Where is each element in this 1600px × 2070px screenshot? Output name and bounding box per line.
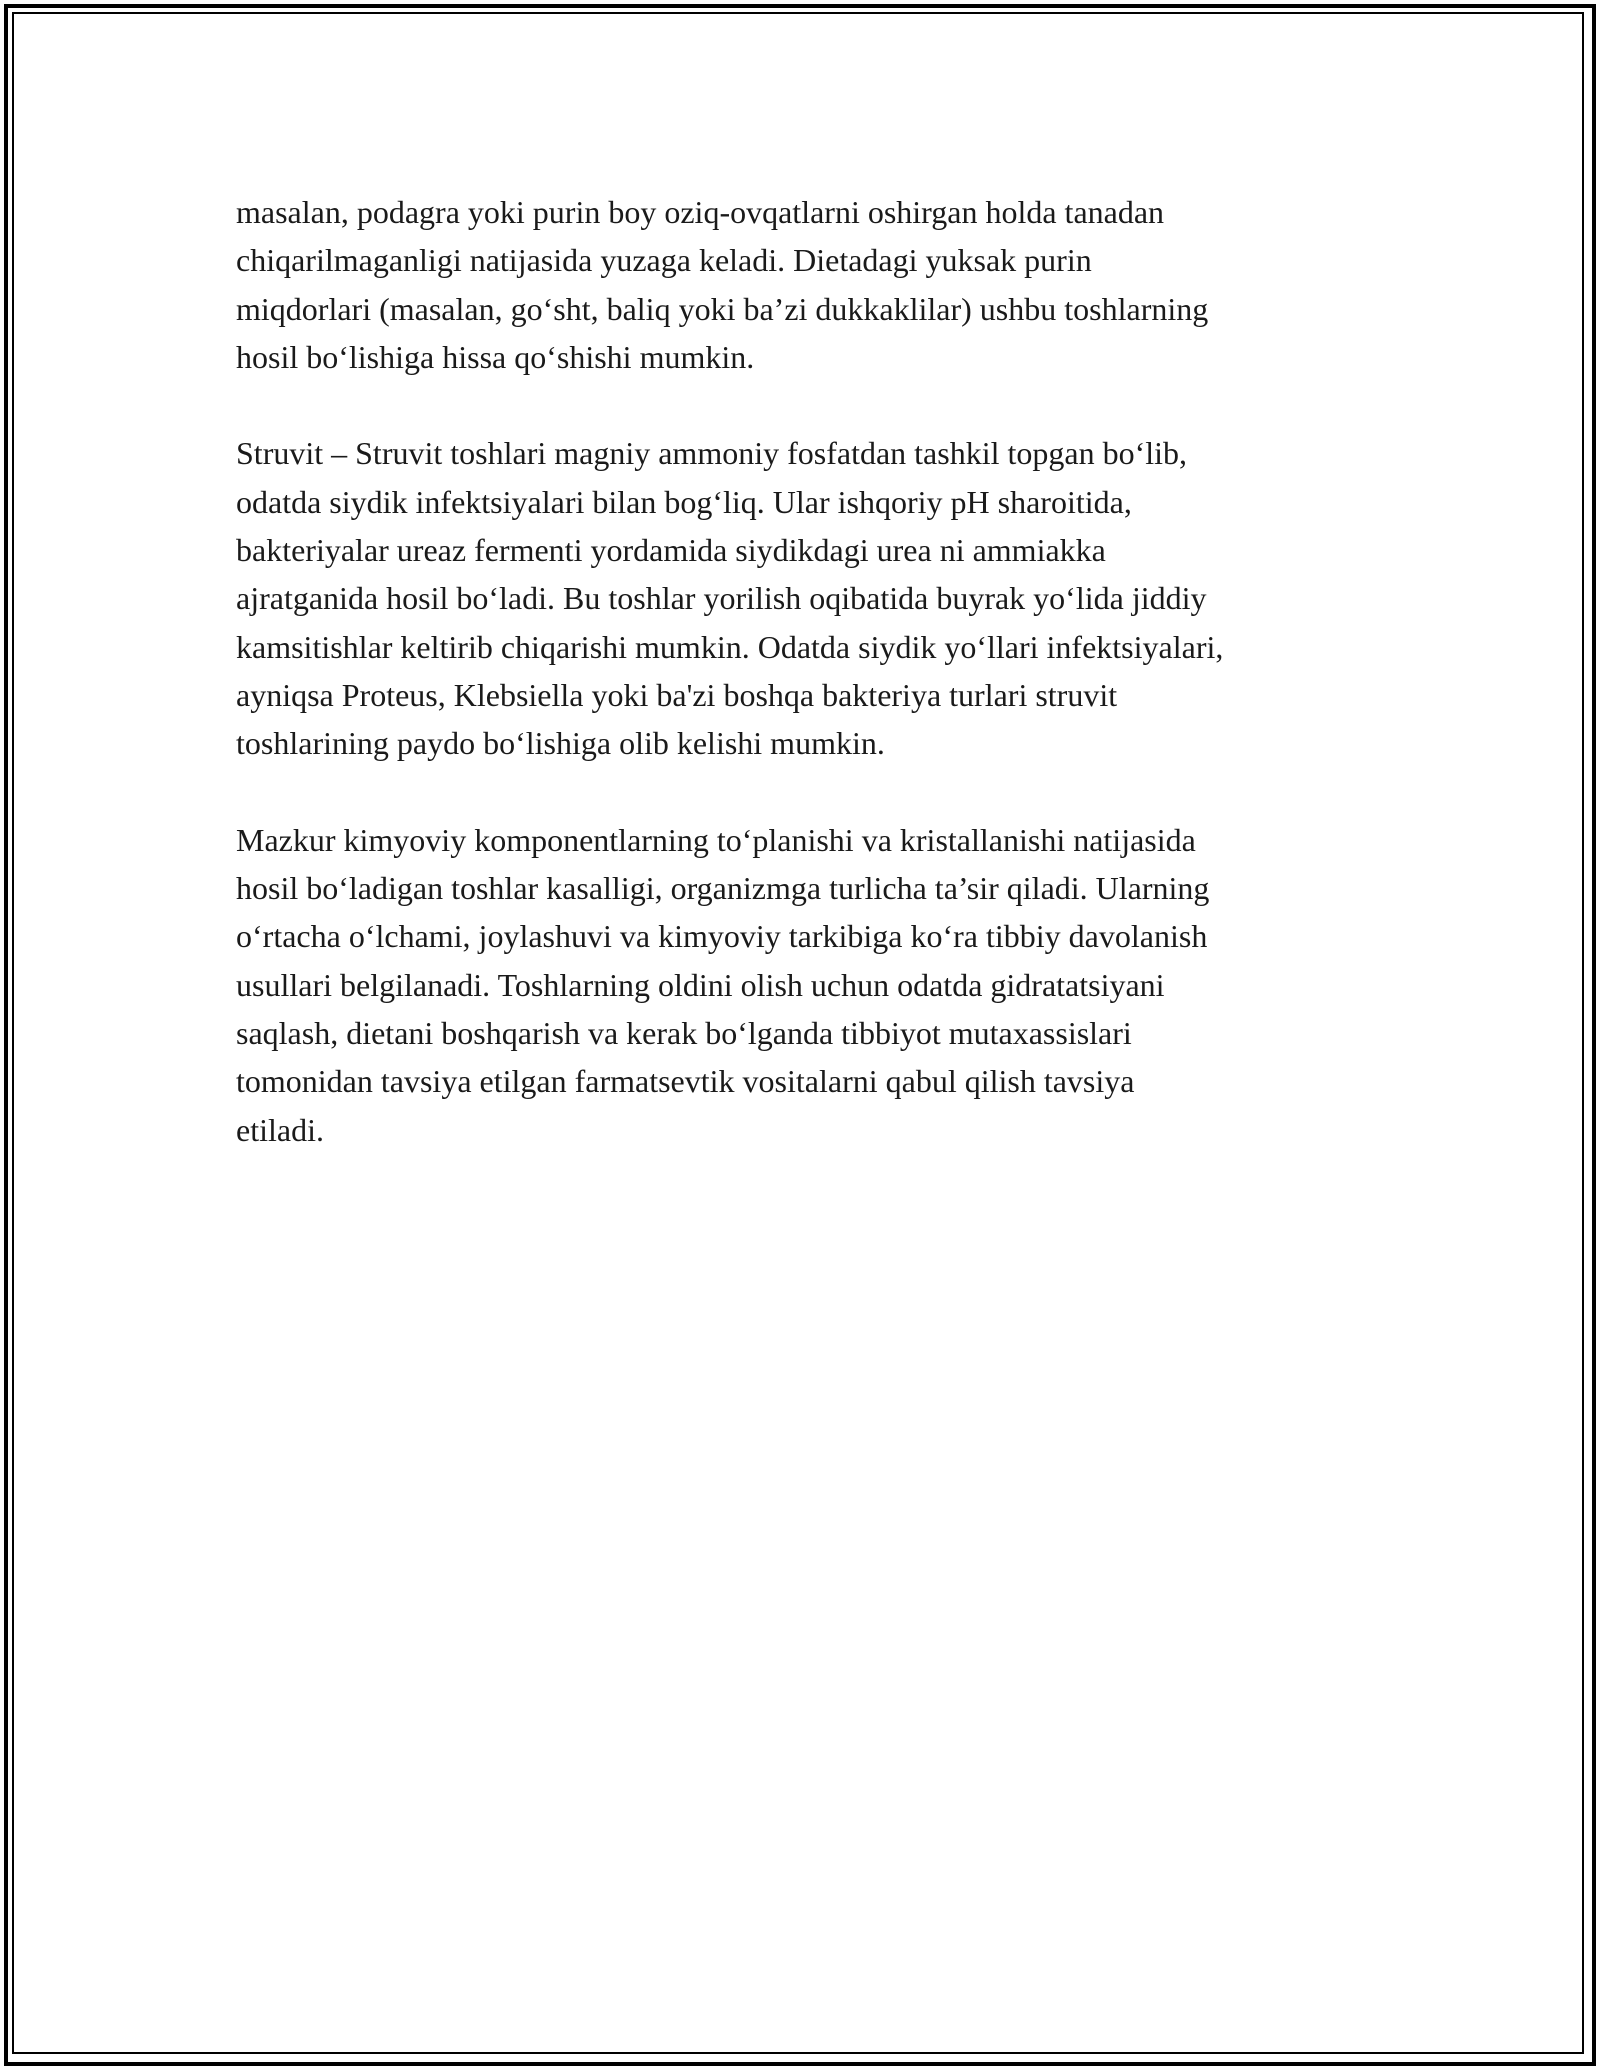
paragraph-conclusion: Mazkur kimyoviy komponentlarning to‘planishi va kristallanishi natijasida hosil bo‘ladigan toshlar kasalligi, organizmga turlicha ta’sir qiladi. Ularning o‘rtacha o‘lchami, joylashuvi va kimyoviy tarkibiga ko‘ra tibbiy davolanish usullari belgilanadi. Toshlarning oldini olish uchun odatda gidratatsiyani saqlash, dietani boshqarish va kerak bo‘lganda tibbiyot mutaxassislari tomonidan tavsiya etilgan farmatsevtik vositalarni qabul qilish tavsiya etiladi. (236, 821, 1210, 1148)
paragraph-uric-acid-continuation: masalan, podagra yoki purin boy oziq-ovqatlarni oshirgan holda tanadan chiqarilmaganligi natijasida yuzaga keladi. Dietadagi yuksak purin miqdorlari (masalan, go‘sht, baliq yoki ba’zi dukkaklilar) ushbu toshlarning hosil bo‘lishiga hissa qo‘shishi mumkin. (236, 194, 1209, 375)
document-body (236, 188, 1376, 1202)
paragraph-struvite: Struvit – Struvit toshlari magniy ammoniy fosfatdan tashkil topgan bo‘lib, odatda siydik infektsiyalari bilan bog‘liq. Ular ishqoriy pH sharoitida, bakteriyalar ureaz fermenti yordamida siydikdagi urea ni ammiakka ajratganida hosil bo‘ladi. Bu toshlar yorilish oqibatida buyrak yo‘lida jiddiy kamsitishlar keltirib chiqarishi mumkin. Odatda siydik yo‘llari infektsiyalari, ayniqsa Proteus, Klebsiella yoki ba'zi boshqa bakteriya turlari struvit toshlarining paydo bo‘lishiga olib kelishi mumkin. (236, 435, 1224, 762)
